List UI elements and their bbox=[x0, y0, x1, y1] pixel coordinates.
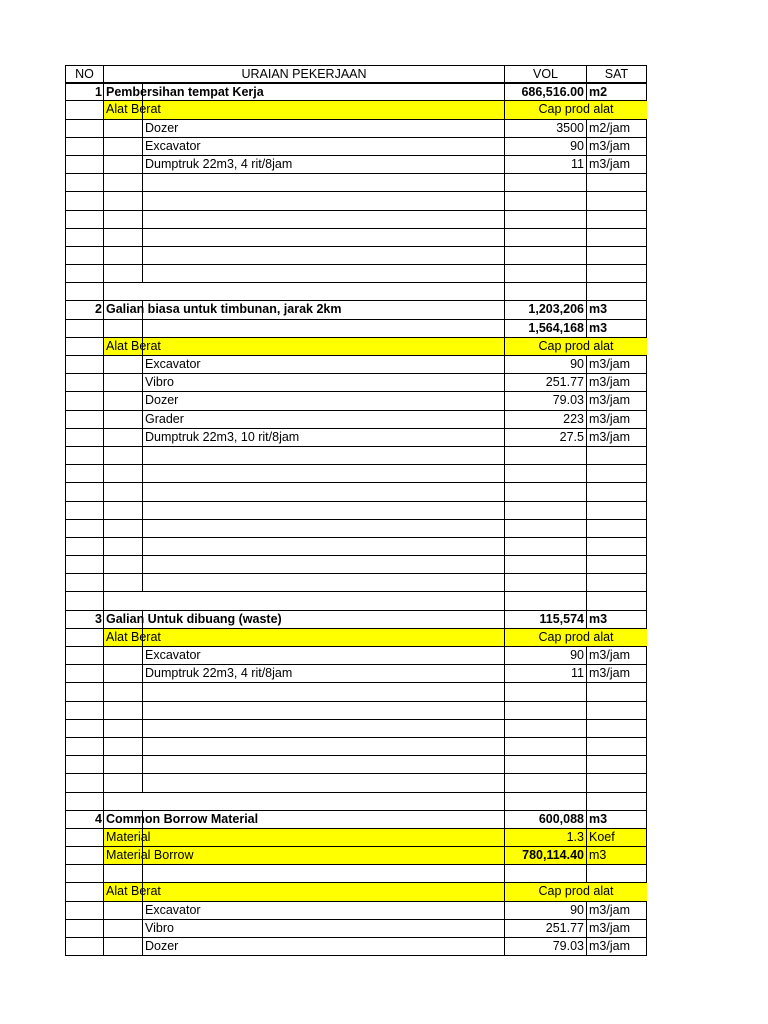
cell-label[interactable]: Material Borrow bbox=[103, 847, 504, 864]
cell-no[interactable] bbox=[65, 483, 103, 500]
cell-b[interactable] bbox=[142, 574, 504, 591]
table-row bbox=[65, 647, 647, 665]
table-row bbox=[65, 265, 647, 283]
cell-no[interactable] bbox=[65, 865, 103, 882]
cell-a[interactable] bbox=[103, 138, 142, 155]
cell-vol[interactable]: 780,114.40 bbox=[504, 847, 586, 864]
table-row bbox=[65, 902, 647, 920]
cell-no[interactable] bbox=[65, 392, 103, 409]
cell-sat[interactable] bbox=[586, 756, 647, 773]
cell-sat[interactable]: m3/jam bbox=[586, 665, 647, 682]
cell-vol[interactable] bbox=[504, 756, 586, 773]
cell-equipment[interactable]: Excavator bbox=[142, 138, 504, 155]
cell-b[interactable] bbox=[142, 192, 504, 209]
cell-vol[interactable]: 3500 bbox=[504, 120, 586, 137]
cell-vol[interactable] bbox=[504, 211, 586, 228]
cell-b[interactable] bbox=[142, 283, 504, 300]
cell-a[interactable] bbox=[103, 465, 142, 482]
cell-sat[interactable]: m3 bbox=[586, 320, 647, 337]
cell-vol[interactable] bbox=[504, 174, 586, 191]
header-sat[interactable]: SAT bbox=[586, 66, 647, 82]
header-vol[interactable]: VOL bbox=[504, 66, 586, 82]
cell-a[interactable] bbox=[103, 429, 142, 446]
cell-equipment[interactable]: Excavator bbox=[142, 356, 504, 373]
cell-no[interactable] bbox=[65, 720, 103, 737]
cell-sat[interactable] bbox=[586, 265, 647, 282]
cell-b[interactable] bbox=[142, 483, 504, 500]
table-row bbox=[65, 520, 647, 538]
cell-vol[interactable]: Cap prod alat bbox=[504, 883, 647, 900]
cell-equipment[interactable]: Dozer bbox=[142, 120, 504, 137]
cell-no[interactable] bbox=[65, 502, 103, 519]
cell-vol[interactable] bbox=[504, 283, 586, 300]
cell-vol[interactable]: 1,564,168 bbox=[504, 320, 586, 337]
cell-b[interactable] bbox=[142, 465, 504, 482]
cell-a[interactable] bbox=[103, 738, 142, 755]
cell-b[interactable] bbox=[142, 520, 504, 537]
cell-no[interactable] bbox=[65, 938, 103, 955]
cell-b[interactable] bbox=[142, 702, 504, 719]
cell-sat[interactable] bbox=[586, 738, 647, 755]
cell-no[interactable] bbox=[65, 756, 103, 773]
table-row bbox=[65, 120, 647, 138]
cell-a[interactable] bbox=[103, 247, 142, 264]
table-row bbox=[65, 556, 647, 574]
cell-no[interactable] bbox=[65, 902, 103, 919]
cell-vol[interactable] bbox=[504, 574, 586, 591]
cell-equipment[interactable]: Dozer bbox=[142, 392, 504, 409]
table-row bbox=[65, 483, 647, 501]
cell-vol[interactable]: 27.5 bbox=[504, 429, 586, 446]
cell-sat[interactable]: m2 bbox=[586, 84, 647, 100]
cell-vol[interactable]: 115,574 bbox=[504, 611, 586, 628]
cell-sat[interactable] bbox=[586, 229, 647, 246]
table-row bbox=[65, 192, 647, 210]
cell-vol[interactable] bbox=[504, 192, 586, 209]
cell-a[interactable] bbox=[103, 192, 142, 209]
cell-vol[interactable]: 90 bbox=[504, 902, 586, 919]
table-row bbox=[65, 683, 647, 701]
cell-vol[interactable] bbox=[504, 538, 586, 555]
table-row bbox=[65, 83, 647, 101]
cell-b[interactable] bbox=[142, 738, 504, 755]
cell-sat[interactable]: m3/jam bbox=[586, 902, 647, 919]
cell-no[interactable] bbox=[65, 920, 103, 937]
cell-sat[interactable] bbox=[586, 556, 647, 573]
table-row bbox=[65, 883, 647, 901]
cell-no[interactable] bbox=[65, 847, 103, 864]
cell-no[interactable] bbox=[65, 556, 103, 573]
cell-no[interactable] bbox=[65, 647, 103, 664]
cell-sat[interactable] bbox=[586, 702, 647, 719]
cell-vol[interactable]: 90 bbox=[504, 647, 586, 664]
cell-equipment[interactable]: Vibro bbox=[142, 920, 504, 937]
cell-no[interactable] bbox=[65, 211, 103, 228]
cell-sat[interactable] bbox=[586, 538, 647, 555]
table-row bbox=[65, 356, 647, 374]
table-row bbox=[65, 156, 647, 174]
cell-vol[interactable] bbox=[504, 720, 586, 737]
cell-a[interactable] bbox=[103, 702, 142, 719]
table-row bbox=[65, 920, 647, 938]
table-row bbox=[65, 665, 647, 683]
cell-no[interactable] bbox=[65, 101, 103, 118]
table-row bbox=[65, 411, 647, 429]
cell-sat[interactable]: m3/jam bbox=[586, 429, 647, 446]
cell-no[interactable] bbox=[65, 174, 103, 191]
cell-vol[interactable]: 251.77 bbox=[504, 920, 586, 937]
cell-sat[interactable] bbox=[586, 283, 647, 300]
cell-sat[interactable] bbox=[586, 793, 647, 810]
table-row bbox=[65, 829, 647, 847]
cell-sat[interactable]: m3/jam bbox=[586, 938, 647, 955]
cell-no[interactable] bbox=[65, 883, 103, 900]
cell-equipment[interactable]: Vibro bbox=[142, 374, 504, 391]
cell-equipment[interactable]: Excavator bbox=[142, 902, 504, 919]
header-row bbox=[65, 65, 647, 83]
cell-no[interactable] bbox=[65, 702, 103, 719]
cell-vol[interactable] bbox=[504, 247, 586, 264]
cell-no[interactable] bbox=[65, 774, 103, 791]
table-row bbox=[65, 465, 647, 483]
table-row bbox=[65, 283, 647, 301]
cell-label[interactable]: Material bbox=[103, 829, 504, 846]
cell-vol[interactable]: 90 bbox=[504, 356, 586, 373]
cell-b[interactable] bbox=[142, 502, 504, 519]
cell-vol[interactable] bbox=[504, 683, 586, 700]
cell-no[interactable]: 2 bbox=[65, 301, 103, 318]
column-divider bbox=[142, 101, 143, 118]
cell-no[interactable] bbox=[65, 683, 103, 700]
table-row bbox=[65, 811, 647, 829]
cell-vol[interactable] bbox=[504, 465, 586, 482]
cell-sat[interactable] bbox=[586, 592, 647, 609]
cell-a[interactable] bbox=[103, 483, 142, 500]
cell-vol[interactable]: 686,516.00 bbox=[504, 84, 586, 100]
table-row bbox=[65, 429, 647, 447]
spreadsheet-table bbox=[65, 65, 647, 956]
cell-no[interactable] bbox=[65, 356, 103, 373]
cell-sat[interactable] bbox=[586, 447, 647, 464]
cell-sat[interactable]: m3 bbox=[586, 811, 647, 828]
cell-sat[interactable]: m3 bbox=[586, 611, 647, 628]
table-row bbox=[65, 502, 647, 520]
cell-no[interactable] bbox=[65, 411, 103, 428]
cell-a[interactable] bbox=[103, 265, 142, 282]
cell-no[interactable] bbox=[65, 793, 103, 810]
cell-a[interactable] bbox=[103, 793, 142, 810]
cell-a[interactable] bbox=[103, 774, 142, 791]
cell-vol[interactable] bbox=[504, 483, 586, 500]
cell-vol[interactable]: Cap prod alat bbox=[504, 629, 647, 646]
cell-no[interactable] bbox=[65, 538, 103, 555]
cell-a[interactable] bbox=[103, 447, 142, 464]
cell-sat[interactable] bbox=[586, 502, 647, 519]
cell-a[interactable] bbox=[103, 665, 142, 682]
cell-label[interactable]: Alat Berat bbox=[103, 883, 504, 900]
cell-sat[interactable] bbox=[586, 247, 647, 264]
cell-vol[interactable] bbox=[504, 229, 586, 246]
cell-vol[interactable]: 251.77 bbox=[504, 374, 586, 391]
cell-label[interactable]: Alat Berat bbox=[103, 338, 504, 355]
cell-title[interactable]: Galian biasa untuk timbunan, jarak 2km bbox=[103, 301, 504, 318]
table-row bbox=[65, 793, 647, 811]
cell-vol[interactable]: 79.03 bbox=[504, 392, 586, 409]
cell-b[interactable] bbox=[142, 683, 504, 700]
cell-b[interactable] bbox=[142, 720, 504, 737]
cell-b[interactable] bbox=[142, 447, 504, 464]
cell-vol[interactable] bbox=[504, 520, 586, 537]
cell-b[interactable] bbox=[142, 538, 504, 555]
table-row bbox=[65, 247, 647, 265]
column-divider bbox=[142, 883, 143, 900]
cell-title[interactable]: Galian Untuk dibuang (waste) bbox=[103, 611, 504, 628]
cell-sat[interactable] bbox=[586, 192, 647, 209]
cell-no[interactable] bbox=[65, 265, 103, 282]
cell-no[interactable] bbox=[65, 247, 103, 264]
cell-a[interactable] bbox=[103, 683, 142, 700]
cell-b[interactable] bbox=[142, 865, 504, 882]
table-row bbox=[65, 938, 647, 956]
cell-sat[interactable]: Koef bbox=[586, 829, 647, 846]
cell-no[interactable] bbox=[65, 192, 103, 209]
cell-a[interactable] bbox=[103, 156, 142, 173]
cell-sat[interactable]: m3 bbox=[586, 847, 647, 864]
cell-b[interactable] bbox=[142, 592, 504, 609]
table-row bbox=[65, 447, 647, 465]
cell-sat[interactable]: m3/jam bbox=[586, 374, 647, 391]
column-divider bbox=[142, 847, 143, 864]
cell-a[interactable] bbox=[103, 229, 142, 246]
cell-sat[interactable] bbox=[586, 683, 647, 700]
cell-no[interactable] bbox=[65, 320, 103, 337]
cell-vol[interactable]: 90 bbox=[504, 138, 586, 155]
table-row bbox=[65, 101, 647, 119]
cell-b[interactable] bbox=[142, 793, 504, 810]
cell-sat[interactable] bbox=[586, 465, 647, 482]
cell-vol[interactable]: Cap prod alat bbox=[504, 101, 647, 118]
cell-a[interactable] bbox=[103, 938, 142, 955]
cell-no[interactable] bbox=[65, 229, 103, 246]
cell-vol[interactable]: Cap prod alat bbox=[504, 338, 647, 355]
cell-a[interactable] bbox=[103, 502, 142, 519]
cell-no[interactable] bbox=[65, 574, 103, 591]
cell-sat[interactable] bbox=[586, 865, 647, 882]
table-row bbox=[65, 138, 647, 156]
table-row bbox=[65, 629, 647, 647]
table-row bbox=[65, 338, 647, 356]
cell-no[interactable] bbox=[65, 738, 103, 755]
cell-b[interactable] bbox=[142, 756, 504, 773]
cell-vol[interactable]: 1.3 bbox=[504, 829, 586, 846]
cell-a[interactable] bbox=[103, 720, 142, 737]
cell-vol[interactable] bbox=[504, 502, 586, 519]
cell-a[interactable] bbox=[103, 120, 142, 137]
cell-a[interactable] bbox=[103, 520, 142, 537]
cell-label[interactable]: Alat Berat bbox=[103, 629, 504, 646]
cell-b[interactable] bbox=[142, 774, 504, 791]
table-row bbox=[65, 174, 647, 192]
cell-a[interactable] bbox=[103, 392, 142, 409]
cell-vol[interactable]: 11 bbox=[504, 665, 586, 682]
table-row bbox=[65, 392, 647, 410]
cell-no[interactable] bbox=[65, 374, 103, 391]
cell-sat[interactable]: m2/jam bbox=[586, 120, 647, 137]
cell-no[interactable]: 1 bbox=[65, 84, 103, 100]
cell-no[interactable]: 4 bbox=[65, 811, 103, 828]
cell-vol[interactable]: 600,088 bbox=[504, 811, 586, 828]
cell-no[interactable] bbox=[65, 338, 103, 355]
cell-a[interactable] bbox=[103, 211, 142, 228]
cell-a[interactable] bbox=[103, 902, 142, 919]
cell-label[interactable]: Alat Berat bbox=[103, 101, 504, 118]
cell-sat[interactable]: m3/jam bbox=[586, 647, 647, 664]
cell-vol[interactable]: 11 bbox=[504, 156, 586, 173]
cell-vol[interactable]: 223 bbox=[504, 411, 586, 428]
header-no[interactable]: NO bbox=[65, 66, 103, 82]
column-divider bbox=[142, 829, 143, 846]
cell-vol[interactable] bbox=[504, 592, 586, 609]
table-row bbox=[65, 211, 647, 229]
cell-equipment[interactable]: Excavator bbox=[142, 647, 504, 664]
cell-title[interactable]: Common Borrow Material bbox=[103, 811, 504, 828]
cell-no[interactable] bbox=[65, 447, 103, 464]
cell-b[interactable] bbox=[142, 265, 504, 282]
table-row bbox=[65, 320, 647, 338]
cell-no[interactable] bbox=[65, 283, 103, 300]
table-row bbox=[65, 592, 647, 610]
cell-no[interactable] bbox=[65, 665, 103, 682]
cell-a[interactable] bbox=[103, 920, 142, 937]
table-row bbox=[65, 738, 647, 756]
table-row bbox=[65, 720, 647, 738]
cell-b[interactable] bbox=[142, 229, 504, 246]
cell-vol[interactable] bbox=[504, 556, 586, 573]
cell-a[interactable] bbox=[103, 574, 142, 591]
cell-a[interactable] bbox=[103, 865, 142, 882]
table-row bbox=[65, 611, 647, 629]
cell-a[interactable] bbox=[103, 592, 142, 609]
cell-vol[interactable]: 79.03 bbox=[504, 938, 586, 955]
cell-equipment[interactable]: Dumptruk 22m3, 10 rit/8jam bbox=[142, 429, 504, 446]
cell-sat[interactable] bbox=[586, 211, 647, 228]
cell-no[interactable] bbox=[65, 429, 103, 446]
table-row bbox=[65, 574, 647, 592]
cell-sat[interactable] bbox=[586, 174, 647, 191]
cell-a[interactable] bbox=[103, 647, 142, 664]
cell-no[interactable] bbox=[65, 138, 103, 155]
table-row bbox=[65, 865, 647, 883]
cell-no[interactable] bbox=[65, 829, 103, 846]
cell-sat[interactable]: m3/jam bbox=[586, 138, 647, 155]
cell-sat[interactable] bbox=[586, 720, 647, 737]
cell-sat[interactable] bbox=[586, 774, 647, 791]
cell-a[interactable] bbox=[103, 556, 142, 573]
cell-sat[interactable] bbox=[586, 574, 647, 591]
column-divider bbox=[142, 629, 143, 646]
cell-no[interactable] bbox=[65, 465, 103, 482]
cell-sat[interactable] bbox=[586, 483, 647, 500]
header-uraian[interactable]: URAIAN PEKERJAAN bbox=[103, 66, 504, 82]
table-row bbox=[65, 756, 647, 774]
cell-no[interactable] bbox=[65, 629, 103, 646]
table-row bbox=[65, 538, 647, 556]
cell-sat[interactable]: m3/jam bbox=[586, 920, 647, 937]
cell-b[interactable] bbox=[142, 211, 504, 228]
cell-equipment[interactable]: Grader bbox=[142, 411, 504, 428]
cell-no[interactable] bbox=[65, 156, 103, 173]
cell-b[interactable] bbox=[142, 174, 504, 191]
table-row bbox=[65, 374, 647, 392]
cell-title[interactable] bbox=[103, 320, 504, 337]
cell-no[interactable]: 3 bbox=[65, 611, 103, 628]
cell-sat[interactable]: m3 bbox=[586, 301, 647, 318]
cell-sat[interactable]: m3/jam bbox=[586, 156, 647, 173]
cell-no[interactable] bbox=[65, 520, 103, 537]
cell-a[interactable] bbox=[103, 756, 142, 773]
cell-sat[interactable]: m3/jam bbox=[586, 411, 647, 428]
table-row bbox=[65, 702, 647, 720]
table-row bbox=[65, 774, 647, 792]
cell-no[interactable] bbox=[65, 592, 103, 609]
cell-vol[interactable] bbox=[504, 265, 586, 282]
cell-a[interactable] bbox=[103, 374, 142, 391]
cell-title[interactable]: Pembersihan tempat Kerja bbox=[103, 84, 504, 100]
cell-vol[interactable] bbox=[504, 447, 586, 464]
cell-b[interactable] bbox=[142, 247, 504, 264]
column-divider bbox=[142, 338, 143, 355]
cell-equipment[interactable]: Dumptruk 22m3, 4 rit/8jam bbox=[142, 665, 504, 682]
cell-b[interactable] bbox=[142, 556, 504, 573]
cell-vol[interactable] bbox=[504, 793, 586, 810]
table-row bbox=[65, 847, 647, 865]
table-row bbox=[65, 229, 647, 247]
cell-no[interactable] bbox=[65, 120, 103, 137]
cell-vol[interactable]: 1,203,206 bbox=[504, 301, 586, 318]
cell-vol[interactable] bbox=[504, 774, 586, 791]
cell-equipment[interactable]: Dumptruk 22m3, 4 rit/8jam bbox=[142, 156, 504, 173]
cell-sat[interactable]: m3/jam bbox=[586, 356, 647, 373]
cell-a[interactable] bbox=[103, 174, 142, 191]
cell-sat[interactable] bbox=[586, 520, 647, 537]
table-row bbox=[65, 301, 647, 319]
cell-a[interactable] bbox=[103, 538, 142, 555]
cell-equipment[interactable]: Dozer bbox=[142, 938, 504, 955]
cell-a[interactable] bbox=[103, 356, 142, 373]
cell-a[interactable] bbox=[103, 283, 142, 300]
cell-vol[interactable] bbox=[504, 702, 586, 719]
cell-sat[interactable]: m3/jam bbox=[586, 392, 647, 409]
cell-vol[interactable] bbox=[504, 865, 586, 882]
cell-vol[interactable] bbox=[504, 738, 586, 755]
cell-a[interactable] bbox=[103, 411, 142, 428]
